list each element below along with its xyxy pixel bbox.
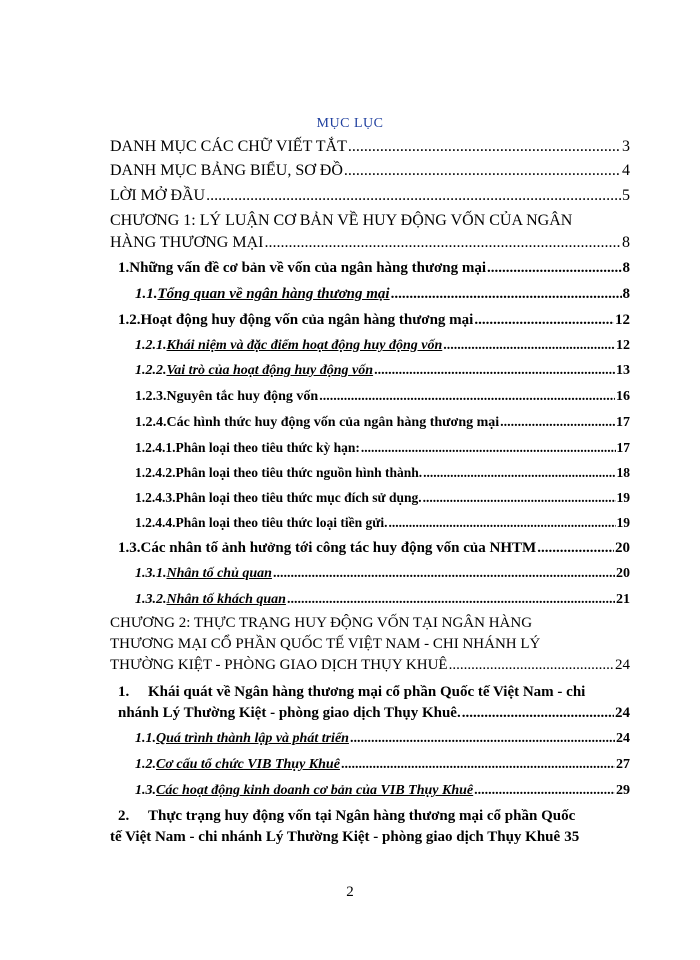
toc-entry-text: Các hoạt động kinh doanh cơ bản của VIB Thụy Khuê: [156, 783, 474, 798]
toc-entry-number: 1.2.2.: [135, 363, 167, 378]
toc-entry[interactable]: [135, 563, 630, 585]
toc-entry[interactable]: [118, 309, 630, 331]
toc-page-number: 19: [616, 515, 630, 530]
toc-entry-number: 1.2.4.4.: [135, 515, 176, 530]
toc-entry-text: Cơ cấu tổ chức VIB Thụy Khuê: [156, 757, 340, 772]
toc-page-number: 8: [622, 260, 630, 276]
toc-entry[interactable]: [110, 232, 630, 254]
toc-page-number: 27: [616, 757, 630, 772]
toc-entry-text: DANH MỤC BẢNG BIỂU, SƠ ĐỒ: [110, 162, 343, 179]
toc-entry[interactable]: [135, 335, 630, 357]
toc-page-number: 20: [615, 540, 630, 556]
toc-entry[interactable]: [110, 826, 630, 848]
toc-entry-number: 1.: [118, 684, 130, 700]
toc-page-number: 24: [615, 657, 630, 673]
toc-leader: [474, 780, 615, 802]
toc-leader: [449, 654, 614, 676]
toc-page-number: 18: [616, 465, 630, 480]
toc-page-number: 12: [616, 338, 630, 353]
toc-title: MỤC LỤC: [316, 116, 384, 131]
toc-entry[interactable]: [135, 283, 630, 305]
toc-entry[interactable]: [135, 386, 630, 408]
toc-page-number: 13: [616, 363, 630, 378]
toc-page-number: 21: [616, 592, 630, 607]
toc-entry[interactable]: [110, 136, 630, 158]
toc-entry[interactable]: [135, 728, 630, 750]
toc-leader: [474, 309, 614, 331]
toc-entry[interactable]: [110, 654, 630, 676]
toc-page-number: 8: [622, 234, 630, 251]
toc-leader: [287, 589, 615, 611]
toc-leader: [344, 160, 621, 182]
toc-entry-line[interactable]: THƯƠNG MẠI CỔ PHẦN QUỐC TẾ VIỆT NAM - CHI NHÁNH LÝ: [110, 636, 541, 652]
toc-page-number: 24: [616, 731, 630, 746]
toc-page-number: 8: [622, 286, 630, 302]
toc-entry-text: Phân loại theo tiêu thức mục đích sử dụng.: [175, 490, 422, 505]
toc-leader: [443, 335, 615, 357]
toc-page-number: 24: [615, 705, 630, 721]
toc-leader: [423, 487, 616, 509]
toc-entry-text: THƯỜNG KIỆT - PHÒNG GIAO DỊCH THỤY KHUÊ: [110, 657, 448, 673]
toc-entry-line[interactable]: [118, 805, 575, 827]
toc-page-number: 12: [615, 312, 630, 328]
toc-entry-number: 1.2.3.: [135, 389, 167, 404]
toc-page-number: 17: [616, 440, 630, 455]
toc-entry-text: Phân loại theo tiêu thức nguồn hình thành.: [175, 465, 423, 480]
toc-entry-text: Thực trạng huy động vốn tại Ngân hàng thương mại cổ phần Quốc: [148, 808, 576, 824]
toc-leader: [423, 462, 615, 484]
toc-entry-line[interactable]: [118, 681, 585, 703]
toc-page-number: 4: [622, 162, 630, 179]
toc-entry-number: 1.3.: [118, 540, 141, 556]
toc-entry-text: Quá trình thành lập và phát triển: [156, 731, 349, 746]
toc-entry-line[interactable]: CHƯƠNG 2: THỰC TRẠNG HUY ĐỘNG VỐN TẠI NGÂN HÀNG: [110, 615, 533, 631]
toc-entry-number: 1.2.4.: [135, 415, 167, 430]
toc-entry[interactable]: [135, 487, 630, 509]
toc-entry-text: Tổng quan về ngân hàng thương mại: [157, 286, 390, 302]
toc-entry-text: Phân loại theo tiêu thức loại tiền gửi.: [175, 515, 388, 530]
toc-entry-number: 1.1.: [135, 731, 156, 746]
toc-leader: [391, 283, 622, 305]
toc-entry-text: Phân loại theo tiêu thức kỳ hạn:: [175, 440, 360, 455]
toc-leader: [462, 702, 614, 724]
toc-entry-number: 1.2.: [135, 757, 156, 772]
toc-leader: [388, 512, 615, 534]
toc-entry-number: 1.2.4.3.: [135, 490, 176, 505]
toc-entry[interactable]: [135, 462, 630, 484]
toc-entry-number: 1.2.1.: [135, 338, 167, 353]
toc-entry-text: tế Việt Nam - chi nhánh Lý Thường Kiệt - phòng giao dịch Thụy Khuê: [110, 829, 561, 845]
toc-entry[interactable]: [110, 160, 630, 182]
toc-entry-number: 1.2.4.2.: [135, 465, 176, 480]
toc-entry-text: Hoạt động huy động vốn của ngân hàng thương mại: [140, 312, 474, 328]
toc-entry-text: Nhân tố khách quan: [166, 592, 286, 607]
toc-entry-number: 1.3.1.: [135, 566, 167, 581]
toc-entry[interactable]: [135, 512, 630, 534]
toc-entry[interactable]: [135, 780, 630, 802]
toc-leader: [348, 136, 621, 158]
toc-entry[interactable]: [135, 437, 630, 459]
toc-page-number: 20: [616, 566, 630, 581]
toc-leader: [374, 360, 615, 382]
toc-entry-text: Khái quát về Ngân hàng thương mại cổ phần Quốc tế Việt Nam - chi: [148, 684, 586, 700]
toc-entry-text: Nhân tố chủ quan: [166, 566, 272, 581]
toc-entry-text: Khái niệm và đặc điểm hoạt động huy động vốn: [166, 338, 443, 353]
toc-entry-number: 1.: [118, 260, 130, 276]
toc-leader: [487, 257, 621, 279]
toc-entry[interactable]: [118, 537, 630, 559]
toc-page-number: 17: [616, 415, 630, 430]
toc-entry-number: 1.3.: [135, 783, 156, 798]
toc-entry-text: Các nhân tố ảnh hưởng tới công tác huy động vốn của NHTM: [140, 540, 537, 556]
toc-leader: [341, 754, 615, 776]
toc-entry[interactable]: [135, 754, 630, 776]
toc-leader: [537, 537, 614, 559]
toc-entry-text: Vai trò của hoạt động huy động vốn: [166, 363, 374, 378]
toc-leader: [206, 185, 621, 207]
page-number: 2: [346, 884, 354, 900]
toc-leader: [361, 437, 616, 459]
toc-page-number: 29: [616, 783, 630, 798]
toc-entry-text: HÀNG THƯƠNG MẠI: [110, 234, 264, 251]
toc-leader: [273, 563, 615, 585]
toc-entry[interactable]: [135, 589, 630, 611]
toc-entry-text: nhánh Lý Thường Kiệt - phòng giao dịch Thụy Khuê.: [118, 705, 461, 721]
toc-entry[interactable]: [110, 185, 630, 207]
toc-entry-text: Những vấn đề cơ bản về vốn của ngân hàng thương mại: [129, 260, 487, 276]
toc-entry-number: 1.1.: [135, 286, 158, 302]
toc-page-number: 35: [564, 829, 580, 845]
toc-leader: [319, 386, 615, 408]
toc-entry[interactable]: [135, 360, 630, 382]
toc-leader: [350, 728, 615, 750]
toc-entry-number: 1.2.: [118, 312, 141, 328]
toc-entry[interactable]: [118, 702, 630, 724]
toc-leader: [500, 412, 615, 434]
toc-leader: [264, 232, 621, 254]
toc-entry-number: 1.3.2.: [135, 592, 167, 607]
toc-entry-line[interactable]: CHƯƠNG 1: LÝ LUẬN CƠ BẢN VỀ HUY ĐỘNG VỐN CỦA NGÂN: [110, 212, 573, 229]
toc-entry-text: Các hình thức huy động vốn của ngân hàng thương mại: [166, 415, 500, 430]
toc-page-number: 16: [616, 389, 630, 404]
toc-entry[interactable]: [135, 412, 630, 434]
toc-entry[interactable]: [118, 257, 630, 279]
toc-page-number: 19: [616, 490, 630, 505]
toc-entry-text: Nguyên tắc huy động vốn: [166, 389, 319, 404]
toc-entry-number: 2.: [118, 808, 130, 824]
toc-page-number: 5: [622, 187, 630, 204]
toc-entry-text: DANH MỤC CÁC CHỮ VIẾT TẮT: [110, 138, 347, 155]
toc-entry-number: 1.2.4.1.: [135, 440, 176, 455]
toc-entry-text: LỜI MỞ ĐẦU: [110, 187, 206, 204]
toc-page-number: 3: [622, 138, 630, 155]
